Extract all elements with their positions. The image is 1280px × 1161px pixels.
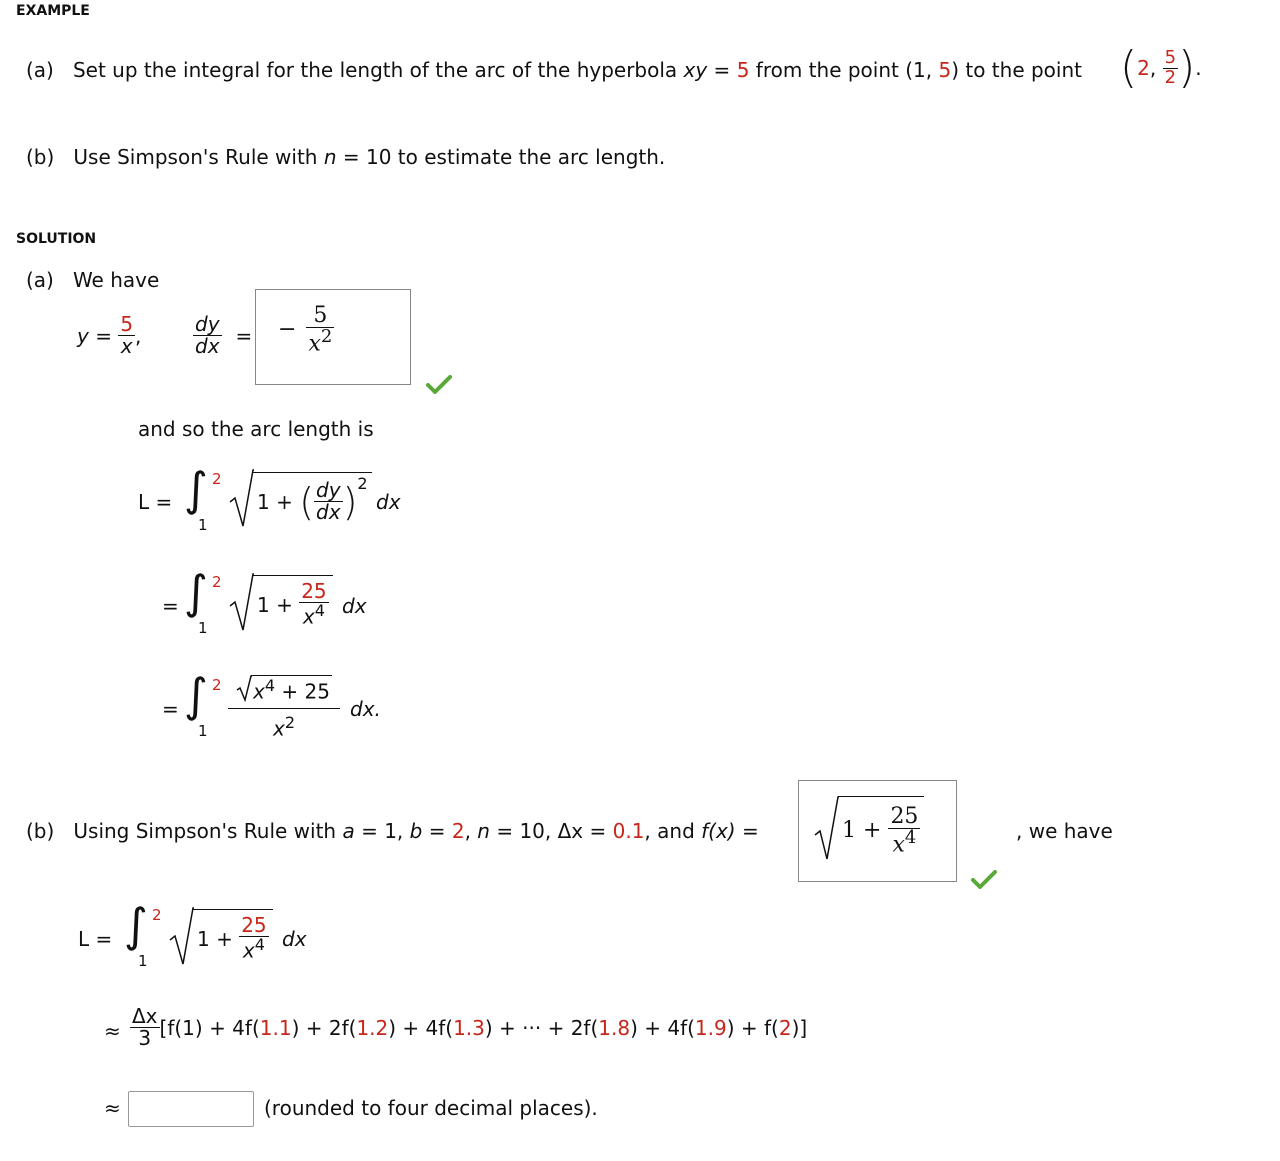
example-heading: EXAMPLE — [16, 3, 90, 19]
integral-3 — [184, 668, 222, 740]
integral-sign-icon-2: ∫ — [184, 565, 208, 619]
one-plus-b: 1 + — [197, 926, 233, 951]
num-25: 25 — [301, 579, 327, 604]
dydx-exponent: 2 — [357, 473, 368, 493]
solution-heading: SOLUTION — [16, 231, 97, 247]
box-den-base: x — [892, 832, 905, 858]
simpson-term-10: ) + f( — [726, 1015, 779, 1040]
sol-b-text-5: = 10, Δx = — [489, 819, 613, 843]
fx: f(x) — [701, 819, 736, 843]
sqrt-b — [168, 906, 273, 968]
problem-a — [26, 60, 1082, 80]
dx-2: dx — [316, 500, 341, 524]
plus-25: + 25 — [281, 679, 330, 704]
simpson-term-0: [f(1) + 4f( — [159, 1015, 260, 1040]
simpson-term-7: 1.8 — [598, 1015, 631, 1040]
sol-b-intro — [26, 821, 759, 841]
delta-x: Δx — [132, 1004, 158, 1028]
x4-base-2: x — [253, 679, 265, 704]
sol-b-text-4: , — [464, 819, 478, 843]
lower-limit: 1 — [198, 516, 208, 534]
sol-b-text-6: , and — [644, 819, 702, 843]
problem-a-var: xy — [683, 58, 708, 82]
x2-base: x — [272, 716, 285, 741]
sol-a-label: (a) — [26, 268, 54, 292]
problem-b — [26, 147, 665, 167]
simpson-term-11: 2 — [778, 1015, 792, 1040]
x4-base: x — [302, 604, 315, 629]
eq-3: = — [162, 697, 179, 721]
approx-1: ≈ — [104, 1019, 121, 1043]
one-plus: 1 + — [257, 489, 293, 514]
sqrt-1: 1 + ( $\frac{dy}{dx}$ ) 2 — [228, 468, 372, 530]
problem-b-text-2: = 10 to estimate the arc length. — [336, 145, 666, 169]
integral-sign-icon: ∫ — [184, 462, 208, 516]
three: 3 — [138, 1026, 152, 1050]
check-icon — [426, 374, 452, 394]
answer-num: 5 — [313, 303, 328, 328]
num-25-b: 25 — [241, 913, 267, 938]
simpson-term-3: 1.2 — [356, 1015, 389, 1040]
point2-x: 2 — [1137, 56, 1150, 80]
dx-val: 0.1 — [612, 819, 645, 843]
x4-base-b: x — [242, 938, 255, 963]
sol-b-text-3: = — [422, 819, 452, 843]
point2: (2, $\frac{5}{2}$ ). — [1120, 42, 1202, 93]
dy: dy — [195, 312, 220, 336]
check-icon-2 — [971, 869, 997, 889]
problem-b-n: n — [323, 145, 337, 169]
integral-sign-icon-b: ∫ — [124, 898, 148, 952]
sqrt-icon — [228, 468, 254, 530]
simpson-term-9: 1.9 — [694, 1015, 727, 1040]
integral-1 — [184, 462, 222, 534]
sol-b-text-2: = 1, — [354, 819, 410, 843]
sqrt-icon-4 — [813, 795, 839, 863]
problem-a-text-2: from the point (1, — [749, 58, 939, 82]
lower-limit-b: 1 — [138, 952, 148, 970]
simpson-sum — [159, 1015, 808, 1040]
problem-a-label: (a) — [26, 58, 54, 82]
sol-b-text-7: = — [735, 819, 759, 843]
b-val: 2 — [451, 819, 465, 843]
sol-b-label: (b) — [26, 819, 55, 843]
upper-limit-3: 2 — [212, 676, 222, 694]
n-var: n — [477, 819, 490, 843]
sol-b-text-1: Using Simpson's Rule with — [73, 819, 343, 843]
dx-differential-3: dx. — [350, 697, 381, 721]
x4-exp-b: 4 — [254, 935, 265, 955]
integral-b — [124, 898, 162, 970]
dydx-equation — [193, 314, 252, 357]
simpson-term-4: ) + 4f( — [388, 1015, 454, 1040]
sol-b-we-have: , we have — [1016, 819, 1113, 843]
box-den-exp: 4 — [904, 826, 917, 848]
simpson-term-1: 1.1 — [259, 1015, 292, 1040]
sol-a-we-have: We have — [72, 268, 160, 292]
sqrt-icon-b — [168, 906, 194, 968]
upper-limit: 2 — [212, 470, 222, 488]
eq-sign: = — [707, 58, 737, 82]
b-var: b — [409, 819, 423, 843]
one-plus-2: 1 + — [257, 592, 293, 617]
problem-a-text-3: ) to the point — [951, 58, 1082, 82]
lower-limit-2: 1 — [198, 619, 208, 637]
sol-a-intro — [26, 270, 159, 290]
arc-length-answer-input[interactable] — [128, 1091, 254, 1127]
answer-den-base: x — [308, 331, 321, 357]
point2-num: 5 — [1164, 46, 1177, 68]
x4-exp: 4 — [314, 601, 325, 621]
sqrt-icon-3 — [236, 674, 252, 702]
L-eq-1: L = — [138, 490, 173, 514]
simpson-term-2: ) + 2f( — [291, 1015, 357, 1040]
integral-2 — [184, 565, 222, 637]
arc-length-intro: and so the arc length is — [138, 417, 374, 441]
fraction-3 — [228, 674, 340, 739]
y-den: x — [120, 334, 133, 358]
simpson-term-5: 1.3 — [453, 1015, 485, 1040]
upper-limit-b: 2 — [152, 906, 162, 924]
answer-sign: − — [278, 317, 297, 343]
approx-2: ≈ — [104, 1096, 121, 1120]
simpson-term-8: ) + 4f( — [630, 1015, 695, 1040]
point1-y: 5 — [938, 58, 952, 82]
eq-2: = — [162, 594, 179, 618]
dx-differential-1: dx — [376, 490, 401, 514]
point2-den: 2 — [1164, 66, 1177, 88]
simpson-formula — [130, 1006, 807, 1049]
box-one-plus: 1 + — [842, 818, 882, 843]
dx-differential-2: dx — [342, 594, 367, 618]
x4-exp-2: 4 — [264, 675, 276, 695]
L-eq-b: L = — [78, 927, 113, 951]
y-equation: y = $\frac{5}{x}$ , — [77, 312, 142, 358]
integral-sign-icon-3: ∫ — [184, 668, 208, 722]
problem-b-text: Use Simpson's Rule with — [73, 145, 324, 169]
lower-limit-3: 1 — [198, 722, 208, 740]
derivative-answer-box[interactable] — [255, 289, 411, 385]
y-eq: y = — [77, 323, 112, 348]
sqrt-2 — [228, 572, 333, 634]
hyperbola-constant: 5 — [736, 58, 750, 82]
problem-a-text: Set up the integral for the length of the arc of the hyperbola — [72, 58, 684, 82]
a-var: a — [342, 819, 355, 843]
box-num: 25 — [890, 803, 919, 829]
rounded-note: (rounded to four decimal places). — [264, 1096, 598, 1120]
dx: dx — [195, 334, 220, 358]
answer-den-exp: 2 — [320, 326, 333, 348]
problem-b-label: (b) — [26, 145, 55, 169]
dx-differential-b: dx — [282, 927, 307, 951]
simpson-term-6: ) + ··· + 2f( — [484, 1015, 599, 1040]
upper-limit-2: 2 — [212, 573, 222, 591]
y-num: 5 — [120, 312, 134, 336]
fx-answer-box[interactable] — [798, 780, 957, 882]
x2-exp: 2 — [284, 713, 296, 732]
dy-2: dy — [316, 478, 341, 502]
sqrt-icon-2 — [228, 572, 254, 634]
eq: = — [235, 323, 253, 348]
simpson-term-12: )] — [791, 1015, 808, 1040]
